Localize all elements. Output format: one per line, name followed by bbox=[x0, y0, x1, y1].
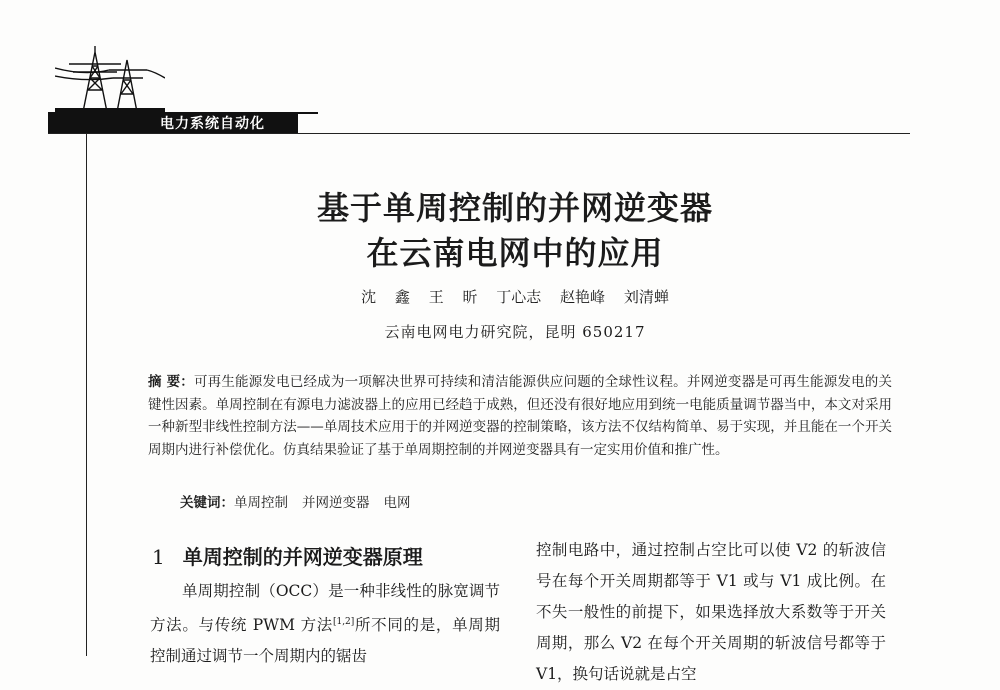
author: 沈 鑫 bbox=[361, 288, 410, 306]
header-corner-decoration bbox=[296, 112, 318, 134]
keyword: 电网 bbox=[383, 495, 411, 511]
author: 赵艳峰 bbox=[560, 288, 606, 306]
author-list bbox=[100, 286, 930, 307]
affiliation: 云南电网电力研究院，昆明 650217 bbox=[384, 323, 646, 341]
keyword: 单周控制 bbox=[234, 495, 288, 511]
paper-title-line2: 在云南电网中的应用 bbox=[366, 234, 664, 272]
body-text-left-column bbox=[150, 576, 500, 672]
keywords bbox=[180, 491, 425, 511]
author: 刘清蝉 bbox=[623, 288, 669, 306]
abstract-text: 可再生能源发电已经成为一项解决世界可持续和清洁能源供应问题的全球性议程。并网逆变器是可再生能源发电的关键性因素。单周控制在有源电力滤波器上的应用已经趋于成熟，但还没有很好地应用到统一电能质量调节器当中，本文对采用一种新型非线性控制方法——单周技术应用于的并网逆变器的控制策略，该方法不仅结构简单、易于实现，并且能在一个开关周期内进行补偿优化。仿真结果验证了基于单周期控制的并网逆变器具有一定实用价值和推广性。 bbox=[148, 374, 893, 458]
keyword: 并网逆变器 bbox=[302, 495, 370, 511]
author: 丁心志 bbox=[496, 288, 542, 306]
left-text-a: 单周期控制（OCC）是一种非线性的脉宽调节方法。与传统 PWM 方法 bbox=[150, 582, 500, 635]
keywords-label: 关键词： bbox=[180, 495, 234, 511]
abstract-label: 摘 要： bbox=[148, 374, 194, 390]
citation: [1,2] bbox=[332, 617, 355, 627]
header-rule bbox=[48, 133, 910, 134]
author: 王 昕 bbox=[428, 288, 478, 306]
abstract bbox=[148, 371, 892, 461]
journal-section-label: 电力系统自动化 bbox=[160, 116, 265, 132]
section-number: 1 bbox=[152, 545, 165, 569]
section-title: 单周控制的并网逆变器原理 bbox=[182, 545, 423, 569]
body-text-right-column: 控制电路中，通过控制占空比可以使 V2 的斩波信号在每个开关周期都等于 V1 或与 V1 成比例。在不失一般性的前提下，如果选择放大系数等于开关周期，那么 V2 在每个开关周期的斩波信号都等于 V1，换句话说就是占空 bbox=[536, 541, 886, 683]
margin-rule bbox=[86, 133, 87, 656]
transmission-tower-logo bbox=[55, 42, 165, 114]
section-heading bbox=[152, 541, 423, 570]
left-text-b: 所不同的是，单周期控制通过调节一个周期内的锯齿 bbox=[150, 616, 500, 666]
paper-title-line1: 基于单周控制的并网逆变器 bbox=[316, 189, 713, 227]
